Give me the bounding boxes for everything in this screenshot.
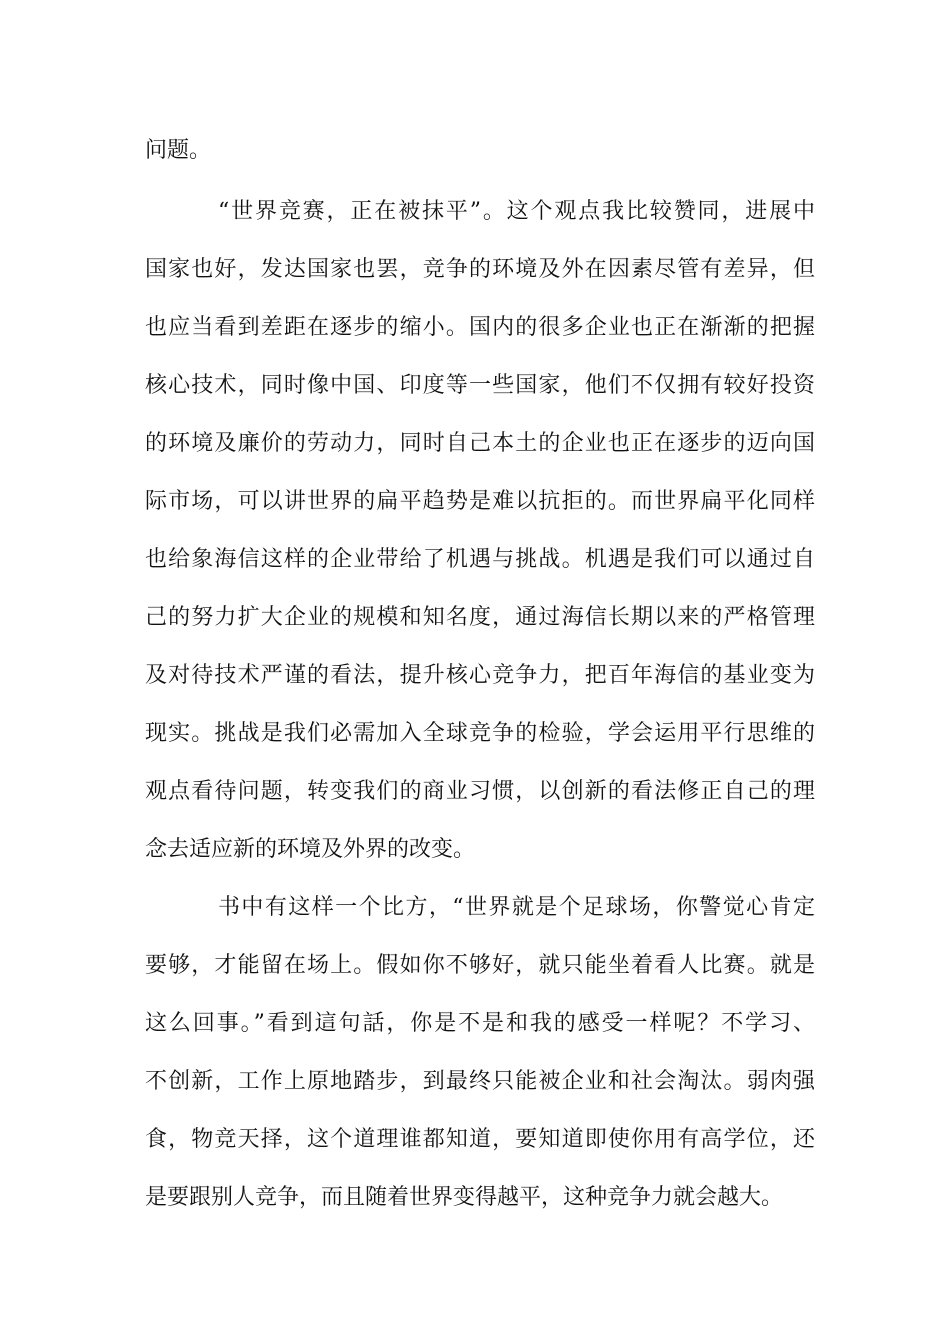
text-line: 核心技术，同时像中国、印度等一些国家，他们不仅拥有较好投资	[145, 373, 815, 398]
paragraph-first-line: 书中有这样一个比方，“世界就是个足球场，你警觉心肯定	[218, 895, 815, 920]
text-line: 国家也好，发达国家也罢，竞争的环境及外在因素尽管有差异，但	[145, 257, 815, 282]
text-line: 要够，才能留在场上。假如你不够好，就只能坐着看人比赛。就是	[145, 953, 815, 978]
text-line: 食，物竞天择，这个道理谁都知道，要知道即使你用有高学位，还	[145, 1127, 815, 1152]
paragraph-first-line: “世界竞赛，正在被抹平”。这个观点我比较赞同，进展中	[218, 199, 815, 224]
text-line: 是要跟别人竞争，而且随着世界变得越平，这种竞争力就会越大。	[145, 1185, 784, 1210]
text-line: 不创新，工作上原地踏步，到最终只能被企业和社会淘汰。弱肉强	[145, 1069, 815, 1094]
text-line: 问题。	[145, 138, 212, 163]
text-line: 也应当看到差距在逐步的缩小。国内的很多企业也正在渐渐的把握	[145, 315, 815, 340]
text-line: 观点看待问题，转变我们的商业习惯，以创新的看法修正自己的理	[145, 779, 815, 804]
text-line: 现实。挑战是我们必需加入全球竞争的检验，学会运用平行思维的	[145, 721, 815, 746]
text-line: 的环境及廉价的劳动力，同时自己本土的企业也正在逐步的迈向国	[145, 431, 815, 456]
text-line: 也给象海信这样的企业带给了机遇与挑战。机遇是我们可以通过自	[145, 547, 815, 572]
text-line: 这么回事。”看到這句話，你是不是和我的感受一样呢？不学习、	[145, 1011, 815, 1036]
text-line: 念去适应新的环境及外界的改变。	[145, 837, 476, 862]
text-line: 际市场，可以讲世界的扁平趋势是难以抗拒的。而世界扁平化同样	[145, 489, 815, 514]
text-line: 己的努力扩大企业的规模和知名度，通过海信长期以来的严格管理	[145, 605, 815, 630]
text-line: 及对待技术严谨的看法，提升核心竞争力，把百年海信的基业变为	[145, 663, 815, 688]
